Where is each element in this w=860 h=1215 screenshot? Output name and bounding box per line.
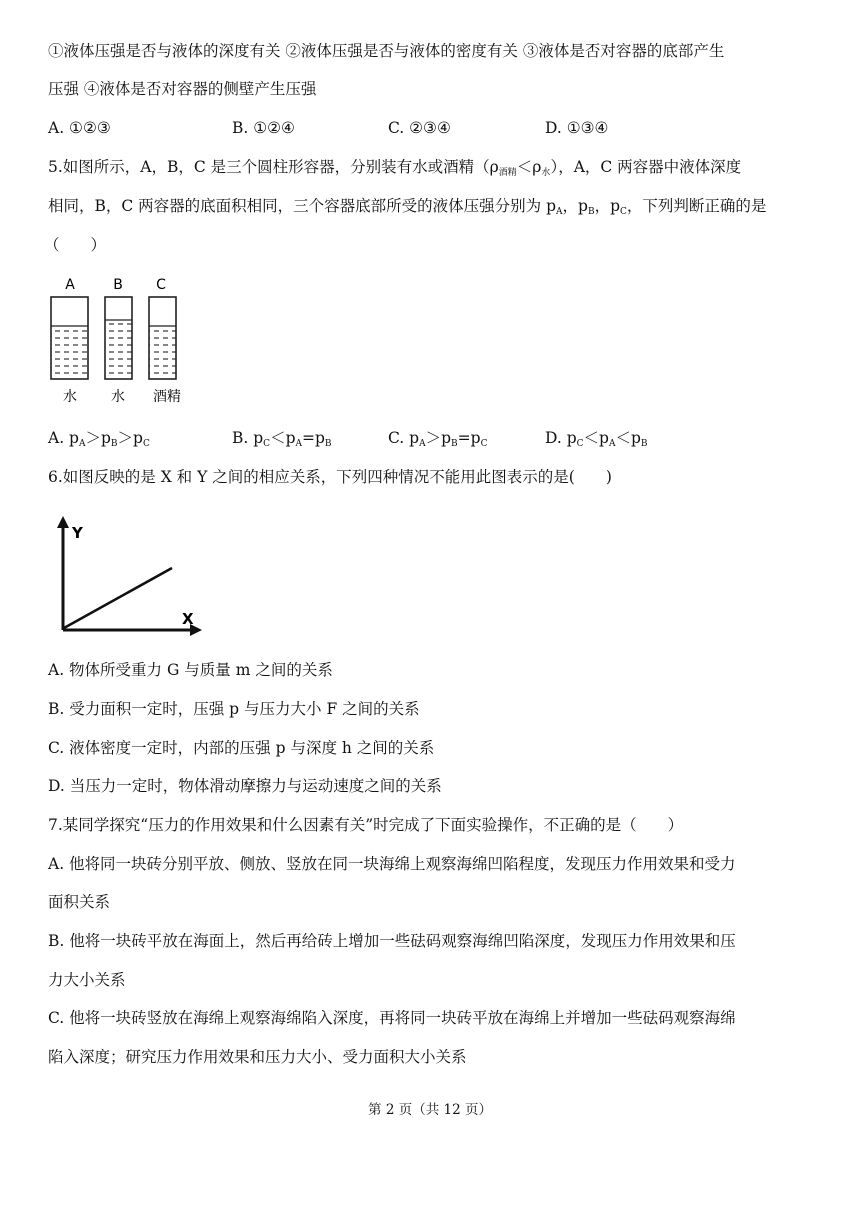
q5-stem-line-1 <box>48 157 741 183</box>
q4-option-d: D. ①③④ <box>545 119 609 137</box>
subscript: C <box>263 439 271 449</box>
q6-option-d: D. 当压力一定时，物体滑动摩擦力与运动速度之间的关系 <box>48 777 442 795</box>
q7-option-b-line-2: 力大小关系 <box>48 971 126 989</box>
opt-text: D. p <box>545 429 577 447</box>
subscript: B <box>110 439 118 449</box>
q5-answer-blank: （ ） <box>44 236 107 254</box>
y-axis-label: Y <box>72 524 83 542</box>
rho-alcohol-subscript: 酒精 <box>498 168 517 178</box>
opt-text: ＜p <box>270 429 296 447</box>
q5-stem-line-2 <box>48 196 766 222</box>
opt-text: C. p <box>388 429 420 447</box>
opt-text: ＞p <box>85 429 111 447</box>
q4-option-a: A. ①②③ <box>48 119 111 137</box>
graph-line <box>64 568 172 628</box>
q4-option-b: B. ①②④ <box>232 119 295 137</box>
q5-text: ，p <box>594 197 621 215</box>
subscript: B <box>451 439 458 449</box>
y-axis-arrow <box>57 516 69 528</box>
container-a <box>51 297 88 379</box>
container-label-c: C <box>156 277 166 293</box>
subscript: C <box>142 439 150 449</box>
page-footer: 第 2 页（共 12 页） <box>368 1102 492 1118</box>
opt-text: B. p <box>232 429 264 447</box>
opt-text: ＞p <box>117 429 143 447</box>
intro-line-1: ①液体压强是否与液体的深度有关 ②液体压强是否与液体的密度有关 ③液体是否对容器的底部产生 <box>48 42 725 60</box>
subscript: B <box>324 439 332 449</box>
liquid-label-a: 水 <box>63 389 77 405</box>
q7-option-a-line-1: A. 他将同一块砖分别平放、侧放、竖放在同一块海绵上观察海绵凹陷程度，发现压力作用效果和受力 <box>48 855 736 873</box>
q7-option-a-line-2: 面积关系 <box>48 893 111 911</box>
q6-stem: 6.如图反映的是 X 和 Y 之间的相应关系，下列四种情况不能用此图表示的是( ) <box>48 468 612 486</box>
subscript: B <box>587 207 595 217</box>
opt-text: =p <box>302 429 325 447</box>
q6-option-c: C. 液体密度一定时，内部的压强 p 与深度 h 之间的关系 <box>48 739 435 757</box>
containers-figure <box>45 272 195 407</box>
subscript: A <box>295 439 302 449</box>
q5-option-c <box>388 428 487 454</box>
q7-option-b-line-1: B. 他将一块砖平放在海面上，然后再给砖上增加一些砝码观察海绵凹陷深度，发现压力作用效果和压 <box>48 932 736 950</box>
container-b <box>105 297 132 379</box>
opt-text: =p <box>457 429 481 447</box>
subscript: C <box>576 439 584 449</box>
q5-text: ），A，C 两容器中液体深度 <box>550 158 742 176</box>
q6-option-a: A. 物体所受重力 G 与质量 m 之间的关系 <box>48 661 333 679</box>
q5-text: ，p <box>562 197 588 215</box>
rho-water-subscript: 水 <box>541 168 551 178</box>
container-label-a: A <box>65 277 75 293</box>
q6-option-b: B. 受力面积一定时，压强 p 与压力大小 F 之间的关系 <box>48 700 420 718</box>
liquid-label-c: 酒精 <box>153 389 181 405</box>
liquid-label-b: 水 <box>111 389 125 405</box>
q7-option-c-line-2: 陷入深度；研究压力作用效果和压力大小、受力面积大小关系 <box>48 1048 467 1066</box>
subscript: A <box>419 439 426 449</box>
subscript: A <box>78 439 86 449</box>
q5-text: 相同，B，C 两容器的底面积相同，三个容器底部所受的液体压强分别为 p <box>48 197 557 215</box>
q5-text: ，下列判断正确的是 <box>626 197 767 215</box>
x-axis-label: X <box>182 610 194 628</box>
q5-option-b <box>232 428 332 454</box>
q5-option-a <box>48 428 150 454</box>
opt-text: ＜p <box>615 429 641 447</box>
subscript: B <box>640 439 648 449</box>
container-label-b: B <box>113 277 123 293</box>
q5-text: 5.如图所示，A，B，C 是三个圆柱形容器，分别装有水或酒精（ρ <box>48 158 499 176</box>
subscript: A <box>556 207 563 217</box>
opt-text: A. p <box>48 429 79 447</box>
q5-option-d <box>545 428 648 454</box>
intro-line-2: 压强 ④液体是否对容器的侧壁产生压强 <box>48 80 317 98</box>
xy-graph <box>50 512 210 637</box>
subscript: A <box>608 439 616 449</box>
q7-stem: 7.某同学探究“压力的作用效果和什么因素有关”时完成了下面实验操作，不正确的是（ ） <box>48 816 684 834</box>
subscript: C <box>480 439 488 449</box>
container-c <box>149 297 176 379</box>
subscript: C <box>620 207 627 217</box>
opt-text: ＜p <box>583 429 609 447</box>
q7-option-c-line-1: C. 他将一块砖竖放在海绵上观察海绵陷入深度，再将同一块砖平放在海绵上并增加一些砝码观察海绵 <box>48 1009 736 1027</box>
q5-text: ＜ρ <box>516 158 542 176</box>
q4-option-c: C. ②③④ <box>388 119 451 137</box>
opt-text: ＞p <box>425 429 452 447</box>
